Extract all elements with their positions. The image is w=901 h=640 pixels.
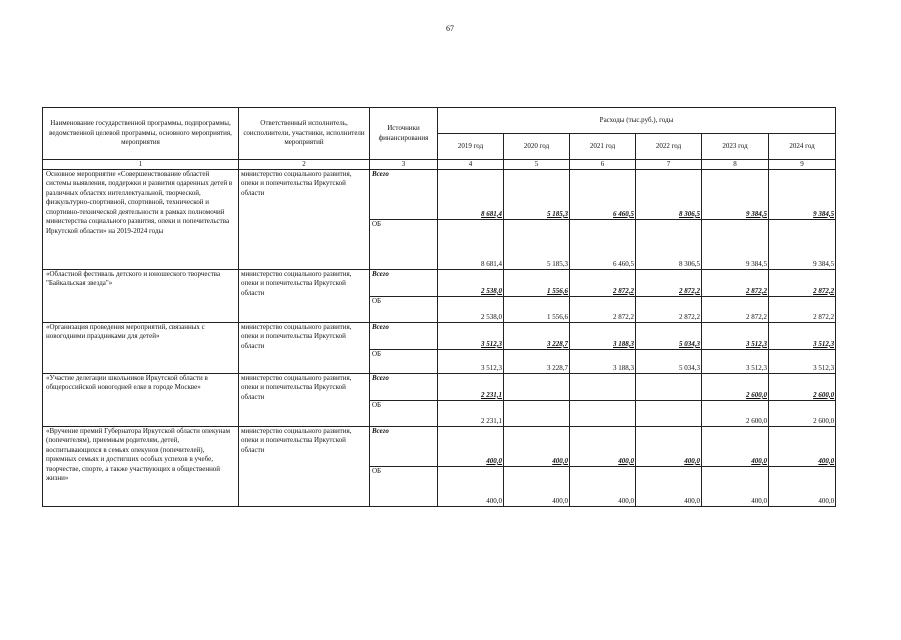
- ob-value: 400,0: [636, 467, 702, 507]
- total-value: 2 872,2: [702, 270, 769, 297]
- total-value: [636, 374, 702, 401]
- ob-value: 2 872,2: [636, 297, 702, 323]
- ob-value: 3 512,3: [438, 350, 504, 374]
- header-year: 2022 год: [636, 134, 702, 160]
- table-body: [43, 170, 836, 507]
- ob-value: 3 512,3: [702, 350, 769, 374]
- total-value: 6 460,5: [570, 170, 636, 220]
- ob-value: 5 034,3: [636, 350, 702, 374]
- total-value: 2 538,0: [438, 270, 504, 297]
- ob-value: 2 872,2: [769, 297, 836, 323]
- header-year: 2019 год: [438, 134, 504, 160]
- ob-value: 3 188,3: [570, 350, 636, 374]
- program-name: «Областной фестиваль детского и юношеского творчества "Байкальская звезда"»: [43, 270, 239, 323]
- ob-value: 2 538,0: [438, 297, 504, 323]
- responsible-executor: министерство социального развития, опеки и попечительства Иркутской области: [239, 323, 370, 374]
- header-expenses: Расходы (тыс.руб.), годы: [438, 108, 836, 134]
- table-row: [43, 170, 836, 220]
- responsible-executor: министерство социального развития, опеки и попечительства Иркутской области: [239, 170, 370, 270]
- source-ob-label: ОБ: [370, 297, 438, 323]
- total-value: [504, 374, 570, 401]
- header-year: 2023 год: [702, 134, 769, 160]
- table-row: [43, 374, 836, 401]
- total-value: 8 681,4: [438, 170, 504, 220]
- header-year: 2020 год: [504, 134, 570, 160]
- source-total-label: Всего: [370, 170, 438, 220]
- page-number: 67: [446, 24, 454, 33]
- ob-value: 400,0: [438, 467, 504, 507]
- header-source: Источники финансирования: [370, 108, 438, 160]
- ob-value: 2 872,2: [570, 297, 636, 323]
- ob-value: 400,0: [769, 467, 836, 507]
- responsible-executor: министерство социального развития, опеки и попечительства Иркутской области: [239, 270, 370, 323]
- total-value: 3 228,7: [504, 323, 570, 350]
- ob-value: 2 600,0: [702, 401, 769, 427]
- header-name: Наименование государственной программы, подпрограммы, ведомственной целевой программы, основного мероприятия, мероприятия: [43, 108, 239, 160]
- ob-value: 6 460,5: [570, 220, 636, 270]
- source-total-label: Всего: [370, 323, 438, 350]
- source-ob-label: ОБ: [370, 401, 438, 427]
- ob-value: 9 384,5: [769, 220, 836, 270]
- column-number: 1: [43, 160, 239, 170]
- total-value: 2 872,2: [570, 270, 636, 297]
- total-value: 8 306,5: [636, 170, 702, 220]
- ob-value: 8 681,4: [438, 220, 504, 270]
- program-name: «Организация проведения мероприятий, связанных с новогодними праздниками для детей»: [43, 323, 239, 374]
- ob-value: 2 600,0: [769, 401, 836, 427]
- total-value: 3 512,3: [438, 323, 504, 350]
- column-number: 5: [504, 160, 570, 170]
- ob-value: 3 512,3: [769, 350, 836, 374]
- program-name: «Участие делегации школьников Иркутской области в общероссийской новогодней елке в городе Москве»: [43, 374, 239, 427]
- total-value: 2 872,2: [636, 270, 702, 297]
- ob-value: 8 306,5: [636, 220, 702, 270]
- total-value: 400,0: [636, 427, 702, 467]
- ob-value: [570, 401, 636, 427]
- ob-value: 400,0: [504, 467, 570, 507]
- column-number: 2: [239, 160, 370, 170]
- column-number: 3: [370, 160, 438, 170]
- source-ob-label: ОБ: [370, 350, 438, 374]
- budget-table: [42, 107, 836, 507]
- column-number: 9: [769, 160, 836, 170]
- total-value: 9 384,5: [769, 170, 836, 220]
- ob-value: 400,0: [570, 467, 636, 507]
- ob-value: 5 185,3: [504, 220, 570, 270]
- responsible-executor: министерство социального развития, опеки и попечительства Иркутской области: [239, 427, 370, 507]
- ob-value: 1 556,6: [504, 297, 570, 323]
- total-value: 1 556,6: [504, 270, 570, 297]
- source-ob-label: ОБ: [370, 220, 438, 270]
- ob-value: 400,0: [702, 467, 769, 507]
- source-total-label: Всего: [370, 374, 438, 401]
- column-number: 6: [570, 160, 636, 170]
- total-value: 3 188,3: [570, 323, 636, 350]
- responsible-executor: министерство социального развития, опеки и попечительства Иркутской области: [239, 374, 370, 427]
- total-value: 2 231,1: [438, 374, 504, 401]
- column-number: 7: [636, 160, 702, 170]
- ob-value: 2 231,1: [438, 401, 504, 427]
- column-number: 4: [438, 160, 504, 170]
- column-number: 8: [702, 160, 769, 170]
- total-value: 400,0: [769, 427, 836, 467]
- source-total-label: Всего: [370, 427, 438, 467]
- total-value: 3 512,3: [702, 323, 769, 350]
- total-value: 400,0: [702, 427, 769, 467]
- total-value: 400,0: [504, 427, 570, 467]
- total-value: 400,0: [438, 427, 504, 467]
- total-value: 3 512,3: [769, 323, 836, 350]
- program-name: Основное мероприятие «Совершенствование областей системы выявления, поддержки и развития одаренных детей в различных областях интеллектуальной, творческой, физкультурно-спортивной, спортивной, технической и спортивно-технической деятельности в рамках полномочий министерства социального развития, опеки и попечительства Иркутской области» на 2019-2024 годы: [43, 170, 239, 270]
- source-total-label: Всего: [370, 270, 438, 297]
- table-row: [43, 427, 836, 467]
- ob-value: 9 384,5: [702, 220, 769, 270]
- total-value: 400,0: [570, 427, 636, 467]
- total-value: 2 600,0: [769, 374, 836, 401]
- table-row: [43, 270, 836, 297]
- program-name: «Вручение премий Губернатора Иркутской области опекунам (попечителям), приемным родителям, детей, воспитывающихся в семьях опекунов (попечителей), приемных семьях и достигших особых успехов в учебе, творчестве, спорте, а также участвующих в общественной жизни»: [43, 427, 239, 507]
- total-value: [570, 374, 636, 401]
- header-year: 2021 год: [570, 134, 636, 160]
- total-value: 2 600,0: [702, 374, 769, 401]
- total-value: 9 384,5: [702, 170, 769, 220]
- ob-value: 2 872,2: [702, 297, 769, 323]
- ob-value: [636, 401, 702, 427]
- total-value: 5 185,3: [504, 170, 570, 220]
- total-value: 2 872,2: [769, 270, 836, 297]
- table-row: [43, 323, 836, 350]
- total-value: 5 034,3: [636, 323, 702, 350]
- ob-value: 3 228,7: [504, 350, 570, 374]
- header-responsible: Ответственный исполнитель, соисполнители, участники, исполнители мероприятий: [239, 108, 370, 160]
- ob-value: [504, 401, 570, 427]
- header-year: 2024 год: [769, 134, 836, 160]
- source-ob-label: ОБ: [370, 467, 438, 507]
